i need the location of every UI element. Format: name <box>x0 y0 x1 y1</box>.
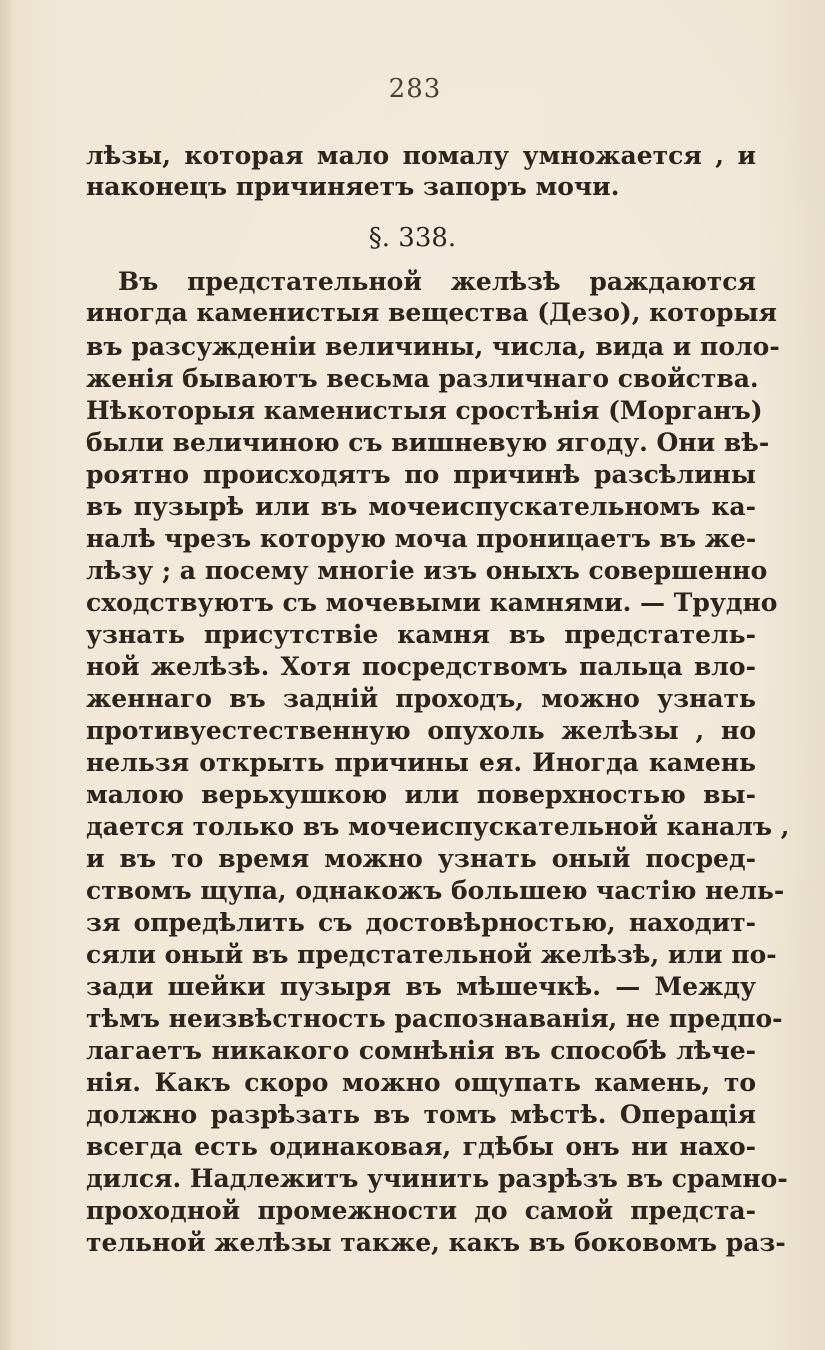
text-line: женія бываютъ весьма различнаго свойства. <box>86 364 759 393</box>
text-line: дился. Надлежитъ учинить разрѣзъ въ срамно- <box>86 1164 788 1193</box>
text-line: дается только въ мочеиспускательной каналъ , <box>86 812 790 841</box>
text-line: противуестественную опухоль желѣзы , но <box>86 716 756 745</box>
text-line: иногда каменистыя вещества (Дезо), которыя <box>86 298 778 327</box>
page-number: 283 <box>388 74 442 104</box>
text-line: Нѣкоторыя каменистыя сростѣнія (Морганъ) <box>86 396 763 425</box>
text-line: сяли оный въ предстательной желѣзѣ, или по- <box>86 940 777 969</box>
text-line: малою верьхушкою или поверхностью вы- <box>86 780 756 809</box>
text-line: нельзя открыть причины ея. Иногда камень <box>86 748 756 777</box>
text-line: зя опредѣлить съ достовѣрностью, находит- <box>86 908 756 937</box>
text-line: нія. Какъ скоро можно ощупать камень, то <box>86 1068 756 1097</box>
text-line: роятно происходятъ по причинѣ разсѣлины <box>86 460 756 489</box>
text-line: лагаетъ никакого сомнѣнія въ способѣ лѣче- <box>86 1036 756 1065</box>
text-line: тѣмъ неизвѣстность распознаванія, не предпо- <box>86 1004 783 1033</box>
text-line: зади шейки пузыря въ мѣшечкѣ. — Между <box>86 972 756 1001</box>
text-line: должно разрѣзать въ томъ мѣстѣ. Операція <box>86 1100 756 1129</box>
text-line: ствомъ щупа, однакожъ большею частію нель- <box>86 876 785 905</box>
text-line: были величиною съ вишневую ягоду. Они вѣ- <box>86 428 770 457</box>
text-line: наконецъ причиняетъ запоръ мочи. <box>86 172 620 201</box>
text-line: въ пузырѣ или въ мочеиспускательномъ ка- <box>86 492 756 521</box>
text-line: налѣ чрезъ которую моча проницаетъ въ же- <box>86 524 757 553</box>
text-line: въ разсужденіи величины, числа, вида и поло- <box>86 332 780 361</box>
text-line: сходствуютъ съ мочевыми камнями. — Трудно <box>86 588 778 617</box>
text-line: проходной промежности до самой предста- <box>86 1196 756 1225</box>
text-line: и въ то время можно узнать оный посред- <box>86 844 756 873</box>
text-line: лѣзы, которая мало помалу умножается , и <box>86 141 756 170</box>
text-line: тельной желѣзы также, какъ въ боковомъ раз- <box>86 1228 786 1257</box>
text-line: узнать присутствіе камня въ предстатель- <box>86 620 756 649</box>
text-line: лѣзу ; а посему многіе изъ оныхъ совершенно <box>86 556 768 585</box>
text-line: женнаго въ задній проходъ, можно узнать <box>86 684 756 713</box>
text-line: Въ предстательной желѣзѣ раждаются <box>118 267 756 296</box>
text-line: ной желѣзѣ. Хотя посредствомъ пальца вло- <box>86 652 756 681</box>
section-heading: §. 338. <box>368 223 457 253</box>
text-line: всегда есть одинаковая, гдѣбы онъ ни нахо- <box>86 1132 756 1161</box>
